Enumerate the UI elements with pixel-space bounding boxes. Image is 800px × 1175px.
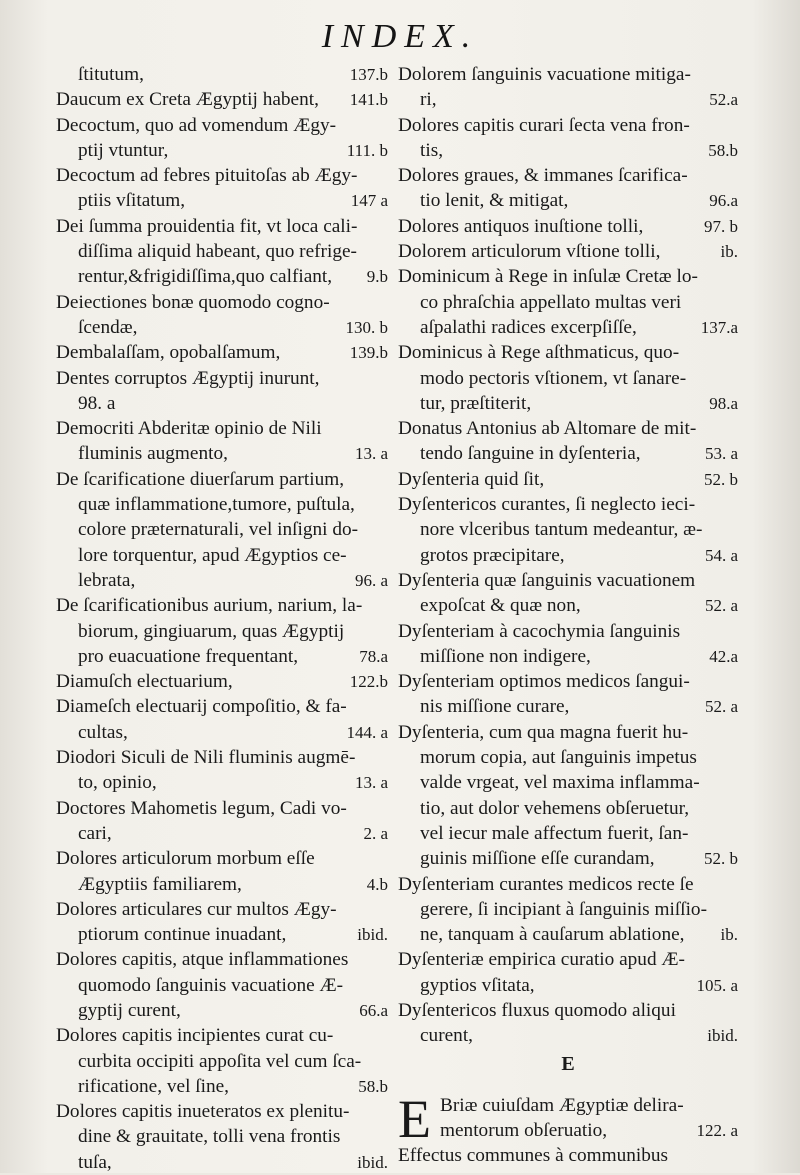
entry-text: tendo ſanguine in dyſenteria,	[420, 443, 641, 465]
e-entries	[398, 1088, 738, 1169]
index-line	[56, 1099, 388, 1124]
index-entry	[398, 947, 738, 998]
entry-text: rentur,&frigidiſſima,quo calfiant,	[78, 266, 333, 288]
entry-text: cultas,	[78, 721, 128, 743]
entry-text: Dembalaſſam, opobalſamum,	[56, 342, 281, 364]
entry-text: Dyſenteriam curantes medicos recte ſe	[398, 873, 694, 895]
entry-text: Dyſenteria quid ſit,	[398, 468, 545, 490]
index-line	[398, 593, 738, 618]
entry-text: aſpalathi radices excerpſiſſe,	[420, 316, 637, 338]
entry-text: miſſione non indigere,	[420, 645, 591, 667]
entry-text: quomodo ſanguinis vacuatione Æ-	[78, 974, 344, 996]
entry-text: De ſcarificationibus aurium, narium, la-	[56, 595, 363, 617]
index-line	[398, 947, 738, 972]
index-entry	[398, 264, 738, 340]
entry-text: Dei ſumma prouidentia fit, vt loca cali-	[56, 215, 358, 237]
index-entry	[56, 87, 388, 112]
page-reference: 105. a	[696, 975, 738, 995]
index-line	[56, 113, 388, 138]
index-line	[56, 366, 388, 391]
index-line	[398, 492, 738, 517]
entry-text: tio, aut dolor vehemens obſeruetur,	[420, 797, 690, 819]
index-line	[56, 163, 388, 188]
index-entry	[56, 1099, 388, 1175]
entry-text: Dolores capitis, atque inflammationes	[56, 949, 349, 971]
entry-text: colore præternaturali, vel inſigni do-	[78, 519, 359, 541]
entry-text: Effectus communes à communibus	[398, 1145, 669, 1167]
index-line	[398, 113, 738, 138]
entry-text: Daucum ex Creta Ægyptij habent,	[56, 89, 319, 111]
entry-text: gyptios vſitata,	[420, 974, 535, 996]
index-entry	[56, 62, 388, 87]
index-line	[398, 517, 738, 542]
page-reference: 130. b	[345, 317, 388, 337]
index-line	[398, 1023, 738, 1048]
entry-text: tis,	[420, 139, 444, 161]
left-column	[56, 62, 388, 1175]
index-entry	[398, 163, 738, 214]
page-reference: 52.a	[709, 90, 738, 110]
entry-text: Democriti Abderitæ opinio de Nili	[56, 418, 322, 440]
page-reference: 144. a	[346, 722, 388, 742]
entry-text: ptiis vſitatum,	[78, 190, 186, 212]
index-entry	[56, 947, 388, 1023]
entry-text: biorum, gingiuarum, quas Ægyptij	[78, 620, 345, 642]
page-reference: 96.a	[709, 191, 738, 211]
page-reference: 52. b	[704, 849, 738, 869]
index-line	[56, 1074, 388, 1099]
page-reference: 78.a	[359, 646, 388, 666]
entry-text: Dolorem articulorum vſtione tolli,	[398, 241, 661, 263]
index-line	[398, 745, 738, 770]
entry-text: ri,	[420, 89, 437, 111]
index-line	[398, 1143, 738, 1168]
index-entry	[398, 467, 738, 492]
index-line	[56, 214, 388, 239]
index-line	[398, 214, 738, 239]
index-line	[56, 467, 388, 492]
entry-text: Diameſch electuarij compoſitio, & fa-	[56, 696, 347, 718]
index-line	[56, 568, 388, 593]
index-line	[398, 87, 738, 112]
entry-text: expoſcat & quæ non,	[420, 595, 581, 617]
page-reference: 111. b	[346, 140, 388, 160]
index-line	[398, 239, 738, 264]
index-entry	[56, 897, 388, 948]
page-reference: 9.b	[366, 267, 388, 287]
entry-text: ſtitutum,	[78, 64, 144, 85]
index-line	[56, 770, 388, 795]
page-reference: ibid.	[707, 1026, 738, 1046]
index-entry	[398, 214, 738, 239]
entry-text: gyptij curent,	[78, 999, 181, 1021]
entry-text: Dolores capitis incipientes curat cu-	[56, 1025, 334, 1047]
index-entry	[398, 619, 738, 670]
entry-text: co phraſchia appellato multas veri	[420, 291, 682, 313]
entry-text: Decoctum ad febres pituitoſas ab Ægy-	[56, 165, 358, 187]
right-column	[398, 62, 738, 1168]
entry-text: Dolorem ſanguinis vacuatione mitiga-	[398, 64, 691, 85]
index-line	[398, 138, 738, 163]
index-entry	[56, 340, 388, 365]
drop-cap: E	[398, 1088, 431, 1149]
page-reference: ibid.	[357, 1152, 388, 1172]
entry-text: valde vrgeat, vel maxima inflamma-	[420, 772, 700, 794]
entry-text: Dyſenteriam à cacochymia ſanguinis	[398, 620, 681, 642]
entry-text: diſſima aliquid habeant, quo refrige-	[78, 241, 357, 263]
index-line	[398, 1093, 738, 1118]
index-line	[398, 872, 738, 897]
index-line	[398, 264, 738, 289]
entry-text: fluminis augmento,	[78, 443, 228, 465]
page-reference: 122. a	[696, 1120, 738, 1140]
index-line	[398, 543, 738, 568]
page-reference: 66.a	[359, 1000, 388, 1020]
entry-text: De ſcarificatione diuerſarum partium,	[56, 468, 345, 490]
entry-text: ſcendæ,	[78, 316, 138, 338]
index-line	[56, 391, 388, 416]
page-reference: 122.b	[349, 672, 388, 692]
index-line	[398, 846, 738, 871]
index-entry	[56, 796, 388, 847]
entry-text: Dominicus à Rege aſthmaticus, quo-	[398, 342, 680, 364]
index-line	[56, 973, 388, 998]
index-line	[56, 897, 388, 922]
entry-text: modo pectoris vſtionem, vt ſanare-	[420, 367, 687, 389]
index-line	[398, 770, 738, 795]
page-reference: 58.b	[358, 1076, 388, 1096]
index-line	[56, 922, 388, 947]
entry-text: Donatus Antonius ab Altomare de mit-	[398, 418, 697, 440]
index-line	[398, 366, 738, 391]
index-line	[56, 340, 388, 365]
entry-text: Doctores Mahometis legum, Cadi vo-	[56, 797, 347, 819]
index-line	[56, 416, 388, 441]
index-line	[56, 492, 388, 517]
entry-text: rificatione, vel ſine,	[78, 1075, 229, 1097]
index-entry	[56, 214, 388, 290]
entry-text: Dolores capitis inueteratos ex plenitu-	[56, 1101, 350, 1123]
page-reference: ib.	[720, 925, 738, 945]
entry-text: Dyſenteria, cum qua magna fuerit hu-	[398, 721, 689, 743]
index-line	[398, 796, 738, 821]
index-entry	[398, 568, 738, 619]
entry-text: Dentes corruptos Ægyptij inurunt,	[56, 367, 320, 389]
index-line	[56, 315, 388, 340]
entry-text: tuſa,	[78, 1151, 112, 1173]
page-reference: 98.a	[709, 393, 738, 413]
entry-text: nis miſſione curare,	[420, 696, 570, 718]
index-entry	[56, 694, 388, 745]
entry-text: gerere, ſi incipiant à ſanguinis miſſio-	[420, 898, 707, 920]
index-entry	[398, 340, 738, 416]
index-line	[56, 745, 388, 770]
page-reference: 137.b	[349, 65, 388, 84]
page-reference: 97. b	[704, 216, 738, 236]
index-line	[56, 543, 388, 568]
entry-text: Dyſenteriæ empirica curatio apud Æ-	[398, 949, 685, 971]
index-entry	[56, 113, 388, 164]
entry-text: Dolores articulorum morbum eſſe	[56, 848, 315, 870]
entry-text: ptiorum continue inuadant,	[78, 924, 287, 946]
index-line	[56, 846, 388, 871]
page-reference: ibid.	[357, 925, 388, 945]
entry-text: nore vlceribus tantum medeantur, æ-	[420, 519, 703, 541]
index-line	[398, 340, 738, 365]
entry-text: vel iecur male affectum fuerit, ſan-	[420, 822, 689, 844]
entry-text: Decoctum, quo ad vomendum Ægy-	[56, 114, 337, 136]
index-line	[56, 62, 388, 87]
index-line	[56, 138, 388, 163]
entry-text: ptij vtuntur,	[78, 139, 169, 161]
index-line	[56, 1124, 388, 1149]
index-line	[56, 644, 388, 669]
page-header: INDEX.	[321, 18, 479, 55]
index-entry	[398, 62, 738, 113]
entry-text: Diamuſch electuarium,	[56, 671, 233, 693]
index-line	[398, 694, 738, 719]
index-entry	[56, 846, 388, 897]
entry-text: grotos præcipitare,	[420, 544, 565, 566]
index-entry	[56, 745, 388, 796]
page-reference: 52. a	[704, 697, 738, 717]
index-line	[398, 315, 738, 340]
index-line	[56, 998, 388, 1023]
index-entry	[56, 467, 388, 593]
page-reference: 42.a	[709, 646, 738, 666]
index-line	[398, 669, 738, 694]
index-line	[398, 290, 738, 315]
entry-text: Dyſentericos fluxus quomodo aliqui	[398, 999, 676, 1021]
entry-text: 98. a	[78, 392, 116, 414]
entry-text: guinis miſſione eſſe curandam,	[420, 848, 655, 870]
index-line	[398, 973, 738, 998]
page-reference: 141.b	[349, 90, 388, 110]
index-entry	[56, 416, 388, 467]
entry-text: Dominicum à Rege in inſulæ Cretæ lo-	[398, 266, 698, 288]
entry-text: curent,	[420, 1025, 473, 1047]
index-entry	[56, 669, 388, 694]
index-entry	[56, 593, 388, 669]
index-line	[56, 669, 388, 694]
entry-text: dine & grauitate, tolli vena frontis	[78, 1126, 341, 1148]
index-entry	[56, 366, 388, 417]
entry-text: Deiectiones bonæ quomodo cogno-	[56, 291, 330, 313]
index-line	[56, 593, 388, 618]
page-reference: 147 a	[350, 191, 388, 211]
page-reference: 137.a	[700, 317, 738, 337]
index-entry	[398, 669, 738, 720]
index-line	[398, 467, 738, 492]
entry-text: curbita occipiti appoſita vel cum ſca-	[78, 1050, 362, 1072]
index-line	[56, 1049, 388, 1074]
index-line	[398, 441, 738, 466]
index-line	[398, 821, 738, 846]
index-line	[398, 163, 738, 188]
index-line	[56, 441, 388, 466]
index-line	[56, 796, 388, 821]
entry-text: quæ inflammatione,tumore, puſtula,	[78, 494, 355, 516]
entry-text: mentorum obſeruatio,	[440, 1119, 608, 1141]
index-entry	[398, 113, 738, 164]
page-reference: 13. a	[354, 773, 388, 793]
page-reference: 54. a	[704, 545, 738, 565]
entry-text: Dolores graues, & immanes ſcarifica-	[398, 165, 688, 187]
page-reference: 53. a	[704, 444, 738, 464]
section-letter: E	[561, 1052, 575, 1075]
page-reference: 96. a	[354, 570, 388, 590]
page-reference: ib.	[720, 242, 738, 262]
index-line	[56, 694, 388, 719]
index-line	[398, 720, 738, 745]
index-line	[56, 290, 388, 315]
index-line	[56, 872, 388, 897]
index-entry	[398, 720, 738, 872]
index-entry	[56, 163, 388, 214]
index-line	[56, 239, 388, 264]
index-entry	[398, 492, 738, 568]
index-line	[398, 922, 738, 947]
entry-text: ne, tanquam à cauſarum ablatione,	[420, 924, 685, 946]
entry-text: Dyſenteria quæ ſanguinis vacuationem	[398, 569, 696, 591]
index-line	[398, 188, 738, 213]
page-reference: 2. a	[363, 823, 388, 843]
page-reference: 58.b	[708, 140, 738, 160]
index-line	[56, 1023, 388, 1048]
index-line	[398, 619, 738, 644]
entry-text: Ægyptiis familiarem,	[78, 873, 242, 895]
page-reference: 139.b	[349, 343, 388, 363]
entry-text: pro euacuatione frequentant,	[78, 645, 299, 667]
entry-text: Briæ cuiuſdam Ægyptiæ delira-	[440, 1094, 684, 1116]
index-line	[56, 947, 388, 972]
index-line	[56, 87, 388, 112]
page-reference: 4.b	[366, 874, 388, 894]
page-reference: 52. b	[704, 469, 738, 489]
entry-text: morum copia, aut ſanguinis impetus	[420, 747, 697, 769]
entry-text: cari,	[78, 822, 112, 844]
page-reference: 13. a	[354, 444, 388, 464]
entry-text: to, opinio,	[78, 772, 157, 794]
index-line	[56, 264, 388, 289]
entry-text: Dolores capitis curari ſecta vena fron-	[398, 114, 690, 136]
entry-text: Dyſenteriam optimos medicos ſangui-	[398, 671, 690, 693]
entry-text: lebrata,	[78, 569, 136, 591]
index-line	[398, 897, 738, 922]
index-line	[398, 391, 738, 416]
entry-text: Diodori Siculi de Nili fluminis augmē-	[56, 747, 356, 769]
index-line	[398, 1118, 738, 1143]
entry-text: tur, præſtiterit,	[420, 392, 532, 414]
index-line	[56, 1150, 388, 1175]
page-reference: 52. a	[704, 596, 738, 616]
index-line	[56, 720, 388, 745]
index-entry	[398, 416, 738, 467]
index-line	[56, 517, 388, 542]
index-line	[56, 188, 388, 213]
entry-text: Dyſentericos curantes, ſi neglecto ieci-	[398, 494, 696, 516]
index-entry	[398, 998, 738, 1049]
index-line	[398, 644, 738, 669]
index-line	[398, 62, 738, 87]
index-entry	[56, 290, 388, 341]
index-line	[398, 416, 738, 441]
entry-text: lore torquentur, apud Ægyptios ce-	[78, 544, 347, 566]
index-line	[398, 998, 738, 1023]
index-line	[398, 568, 738, 593]
entry-text: Dolores antiquos inuſtione tolli,	[398, 215, 644, 237]
entry-text: Dolores articulares cur multos Ægy-	[56, 898, 337, 920]
index-entry	[56, 1023, 388, 1099]
index-line	[56, 619, 388, 644]
index-line	[56, 821, 388, 846]
entry-text: tio lenit, & mitigat,	[420, 190, 569, 212]
index-entry	[398, 239, 738, 264]
index-entry	[398, 872, 738, 948]
